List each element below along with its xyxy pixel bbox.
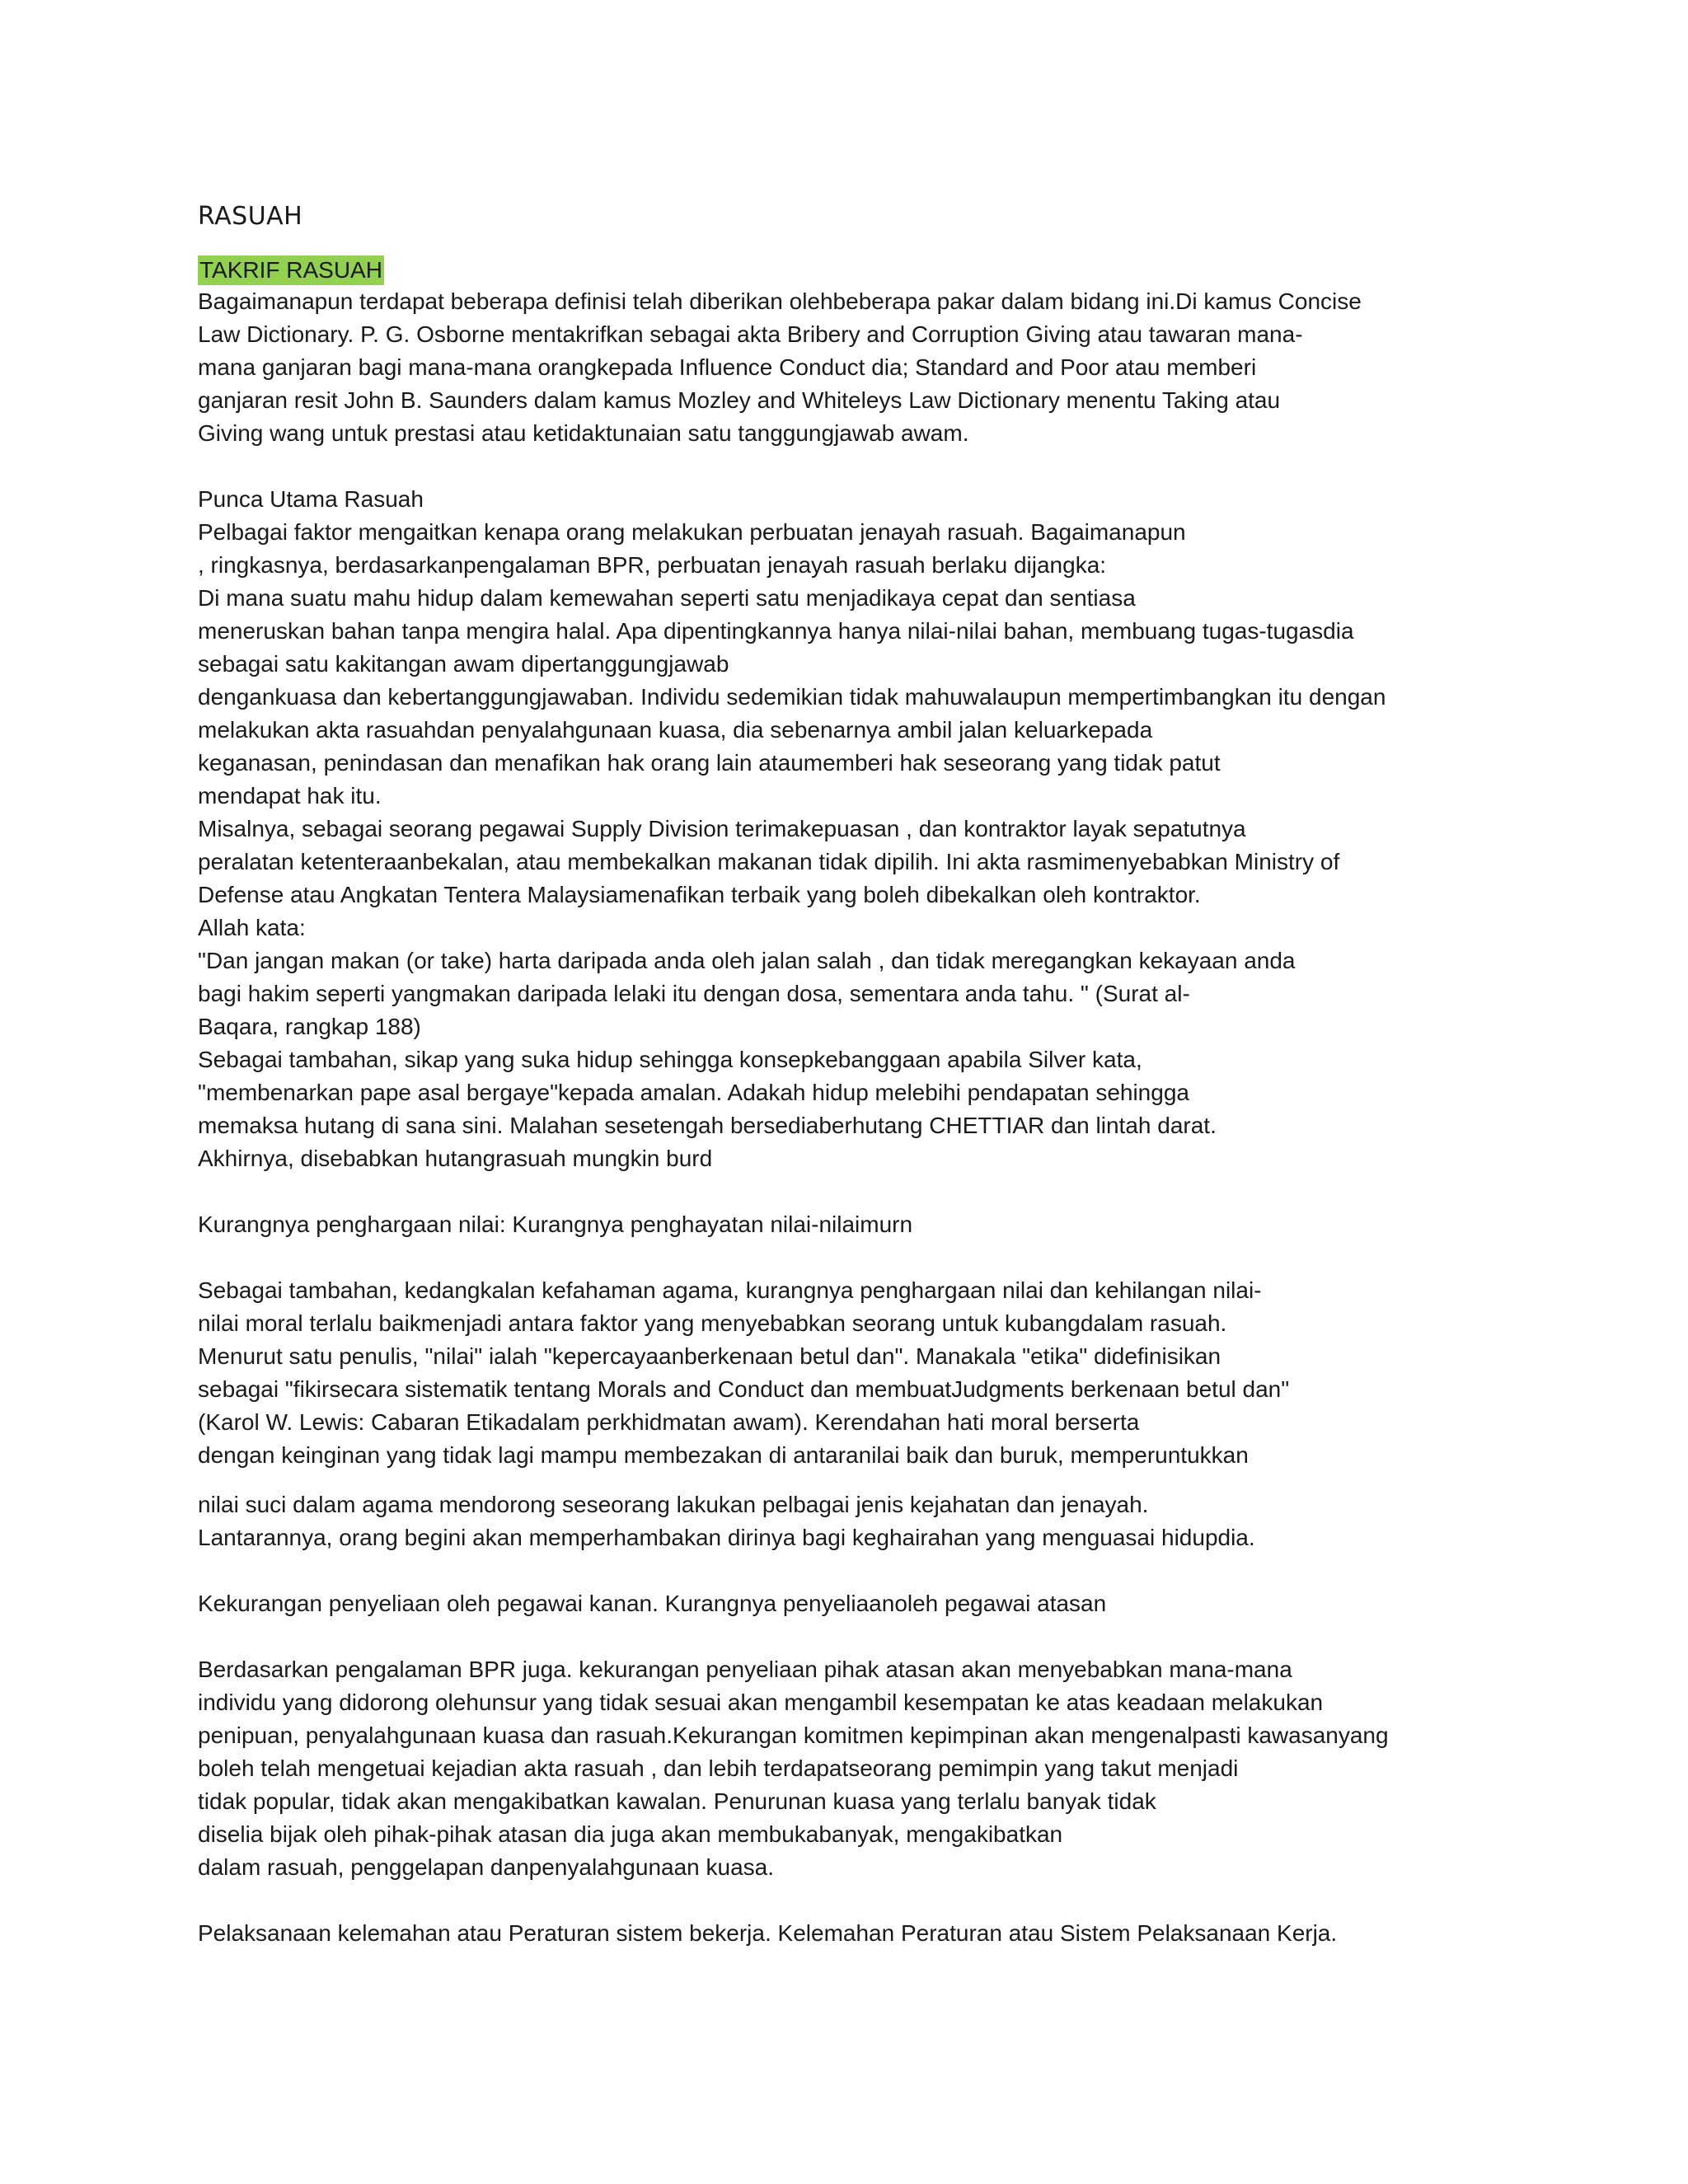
text-line: Akhirnya, disebabkan hutangrasuah mungkin burd — [198, 1146, 713, 1171]
text-line: individu yang didorong olehunsur yang tidak sesuai akan mengambil kesempatan ke atas keadaan melakukan — [198, 1690, 1324, 1715]
text-line: nilai suci dalam agama mendorong seseorang lakukan pelbagai jenis kejahatan dan jenayah. — [198, 1492, 1149, 1517]
definition-section — [198, 254, 1500, 450]
supervision-paragraph — [198, 1653, 1500, 1884]
text-line: dengan keinginan yang tidak lagi mampu membezakan di antaranilai baik dan buruk, memperuntukkan — [198, 1442, 1249, 1468]
text-line: "Dan jangan makan (or take) harta daripada anda oleh jalan salah , dan tidak meregangkan kekayaan anda — [198, 948, 1296, 973]
text-line: (Karol W. Lewis: Cabaran Etikadalam perkhidmatan awam). Kerendahan hati moral berserta — [198, 1409, 1140, 1435]
text-line: , ringkasnya, berdasarkanpengalaman BPR, perbuatan jenayah rasuah berlaku dijangka: — [198, 552, 1107, 578]
text-line: mendapat hak itu. — [198, 783, 382, 808]
causes-heading: Punca Utama Rasuah — [198, 486, 424, 512]
text-line: meneruskan bahan tanpa mengira halal. Apa dipentingkannya hanya nilai-nilai bahan, membuang tugas-tugasdia — [198, 618, 1354, 644]
text-line: Law Dictionary. P. G. Osborne mentakrifkan sebagai akta Bribery and Corruption Giving atau tawaran mana- — [198, 321, 1303, 347]
text-line: Di mana suatu mahu hidup dalam kemewahan seperti satu menjadikaya cepat dan sentiasa — [198, 585, 1136, 611]
definition-paragraph — [198, 285, 1500, 450]
document-title: RASUAH — [198, 202, 303, 231]
text-line: diselia bijak oleh pihak-pihak atasan dia juga akan membukabanyak, mengakibatkan — [198, 1821, 1063, 1847]
text-line: Berdasarkan pengalaman BPR juga. kekurangan penyeliaan pihak atasan akan menyebabkan mana-mana — [198, 1657, 1292, 1682]
text-line: Defense atau Angkatan Tentera Malaysiamenafikan terbaik yang boleh dibekalkan oleh kontraktor. — [198, 882, 1201, 907]
text-line: Giving wang untuk prestasi atau ketidaktunaian satu tanggungjawab awam. — [198, 420, 969, 446]
text-line: sebagai "fikirsecara sistematik tentang Morals and Conduct dan membuatJudgments berkenaan betul dan" — [198, 1376, 1290, 1402]
text-line: Menurut satu penulis, "nilai" ialah "kepercayaanberkenaan betul dan". Manakala "etika" didefinisikan — [198, 1343, 1221, 1369]
text-line: boleh telah mengetuai kejadian akta rasuah , dan lebih terdapatseorang pemimpin yang takut menjadi — [198, 1755, 1239, 1781]
text-line: memaksa hutang di sana sini. Malahan sesetengah bersediaberhutang CHETTIAR dan lintah darat. — [198, 1113, 1217, 1138]
text-line: Pelbagai faktor mengaitkan kenapa orang melakukan perbuatan jenayah rasuah. Bagaimanapun — [198, 519, 1186, 545]
causes-section — [198, 483, 1500, 1175]
values-heading: Kurangnya penghargaan nilai: Kurangnya penghayatan nilai-nilaimurn — [198, 1212, 913, 1237]
text-line: Misalnya, sebagai seorang pegawai Supply Division terimakepuasan , dan kontraktor layak sepatutnya — [198, 816, 1246, 841]
text-line: tidak popular, tidak akan mengakibatkan kawalan. Penurunan kuasa yang terlalu banyak tidak — [198, 1788, 1156, 1814]
text-line: nilai moral terlalu baikmenjadi antara faktor yang menyebabkan seorang untuk kubangdalam rasuah. — [198, 1310, 1227, 1336]
text-line: keganasan, penindasan dan menafikan hak orang lain ataumemberi hak seseorang yang tidak patut — [198, 750, 1221, 776]
text-line: Sebagai tambahan, sikap yang suka hidup sehingga konsepkebanggaan apabila Silver kata, — [198, 1047, 1142, 1072]
values-paragraph — [198, 1274, 1500, 1472]
definition-heading-highlighted: TAKRIF RASUAH — [198, 255, 384, 285]
text-line: dengankuasa dan kebertanggungjawaban. Individu sedemikian tidak mahuwalaupun mempertimbangkan itu dengan — [198, 684, 1386, 710]
system-heading: Pelaksanaan kelemahan atau Peraturan sistem bekerja. Kelemahan Peraturan atau Sistem Pelaksanaan Kerja. — [198, 1920, 1338, 1946]
text-line: "membenarkan pape asal bergaye"kepada amalan. Adakah hidup melebihi pendapatan sehingga — [198, 1080, 1189, 1105]
values-paragraph-continued — [198, 1488, 1500, 1554]
text-line: Allah kata: — [198, 915, 306, 940]
text-line: penipuan, penyalahgunaan kuasa dan rasuah.Kekurangan komitmen kepimpinan akan mengenalpasti kawasanyang — [198, 1722, 1389, 1748]
text-line: peralatan ketenteraanbekalan, atau membekalkan makanan tidak dipilih. Ini akta rasmimenyebabkan Ministry of — [198, 849, 1340, 874]
text-line: dalam rasuah, penggelapan danpenyalahgunaan kuasa. — [198, 1854, 775, 1880]
text-line: ganjaran resit John B. Saunders dalam kamus Mozley and Whiteleys Law Dictionary menentu Taking atau — [198, 387, 1281, 413]
document-page — [198, 196, 1500, 1950]
text-line: melakukan akta rasuahdan penyalahgunaan kuasa, dia sebenarnya ambil jalan keluarkepada — [198, 717, 1153, 743]
text-line: Bagaimanapun terdapat beberapa definisi telah diberikan olehbeberapa pakar dalam bidang ini.Di kamus Concise — [198, 288, 1362, 314]
text-line: Baqara, rangkap 188) — [198, 1014, 421, 1039]
text-line: sebagai satu kakitangan awam dipertanggungjawab — [198, 651, 729, 677]
text-line: bagi hakim seperti yangmakan daripada lelaki itu dengan dosa, sementara anda tahu. " (Surat al- — [198, 981, 1190, 1006]
text-line: mana ganjaran bagi mana-mana orangkepada Influence Conduct dia; Standard and Poor atau memberi — [198, 354, 1257, 380]
text-line: Lantarannya, orang begini akan memperhambakan dirinya bagi keghairahan yang menguasai hidupdia. — [198, 1525, 1255, 1550]
text-line: Sebagai tambahan, kedangkalan kefahaman agama, kurangnya penghargaan nilai dan kehilangan nilai- — [198, 1277, 1262, 1303]
supervision-heading: Kekurangan penyeliaan oleh pegawai kanan. Kurangnya penyeliaanoleh pegawai atasan — [198, 1591, 1107, 1616]
